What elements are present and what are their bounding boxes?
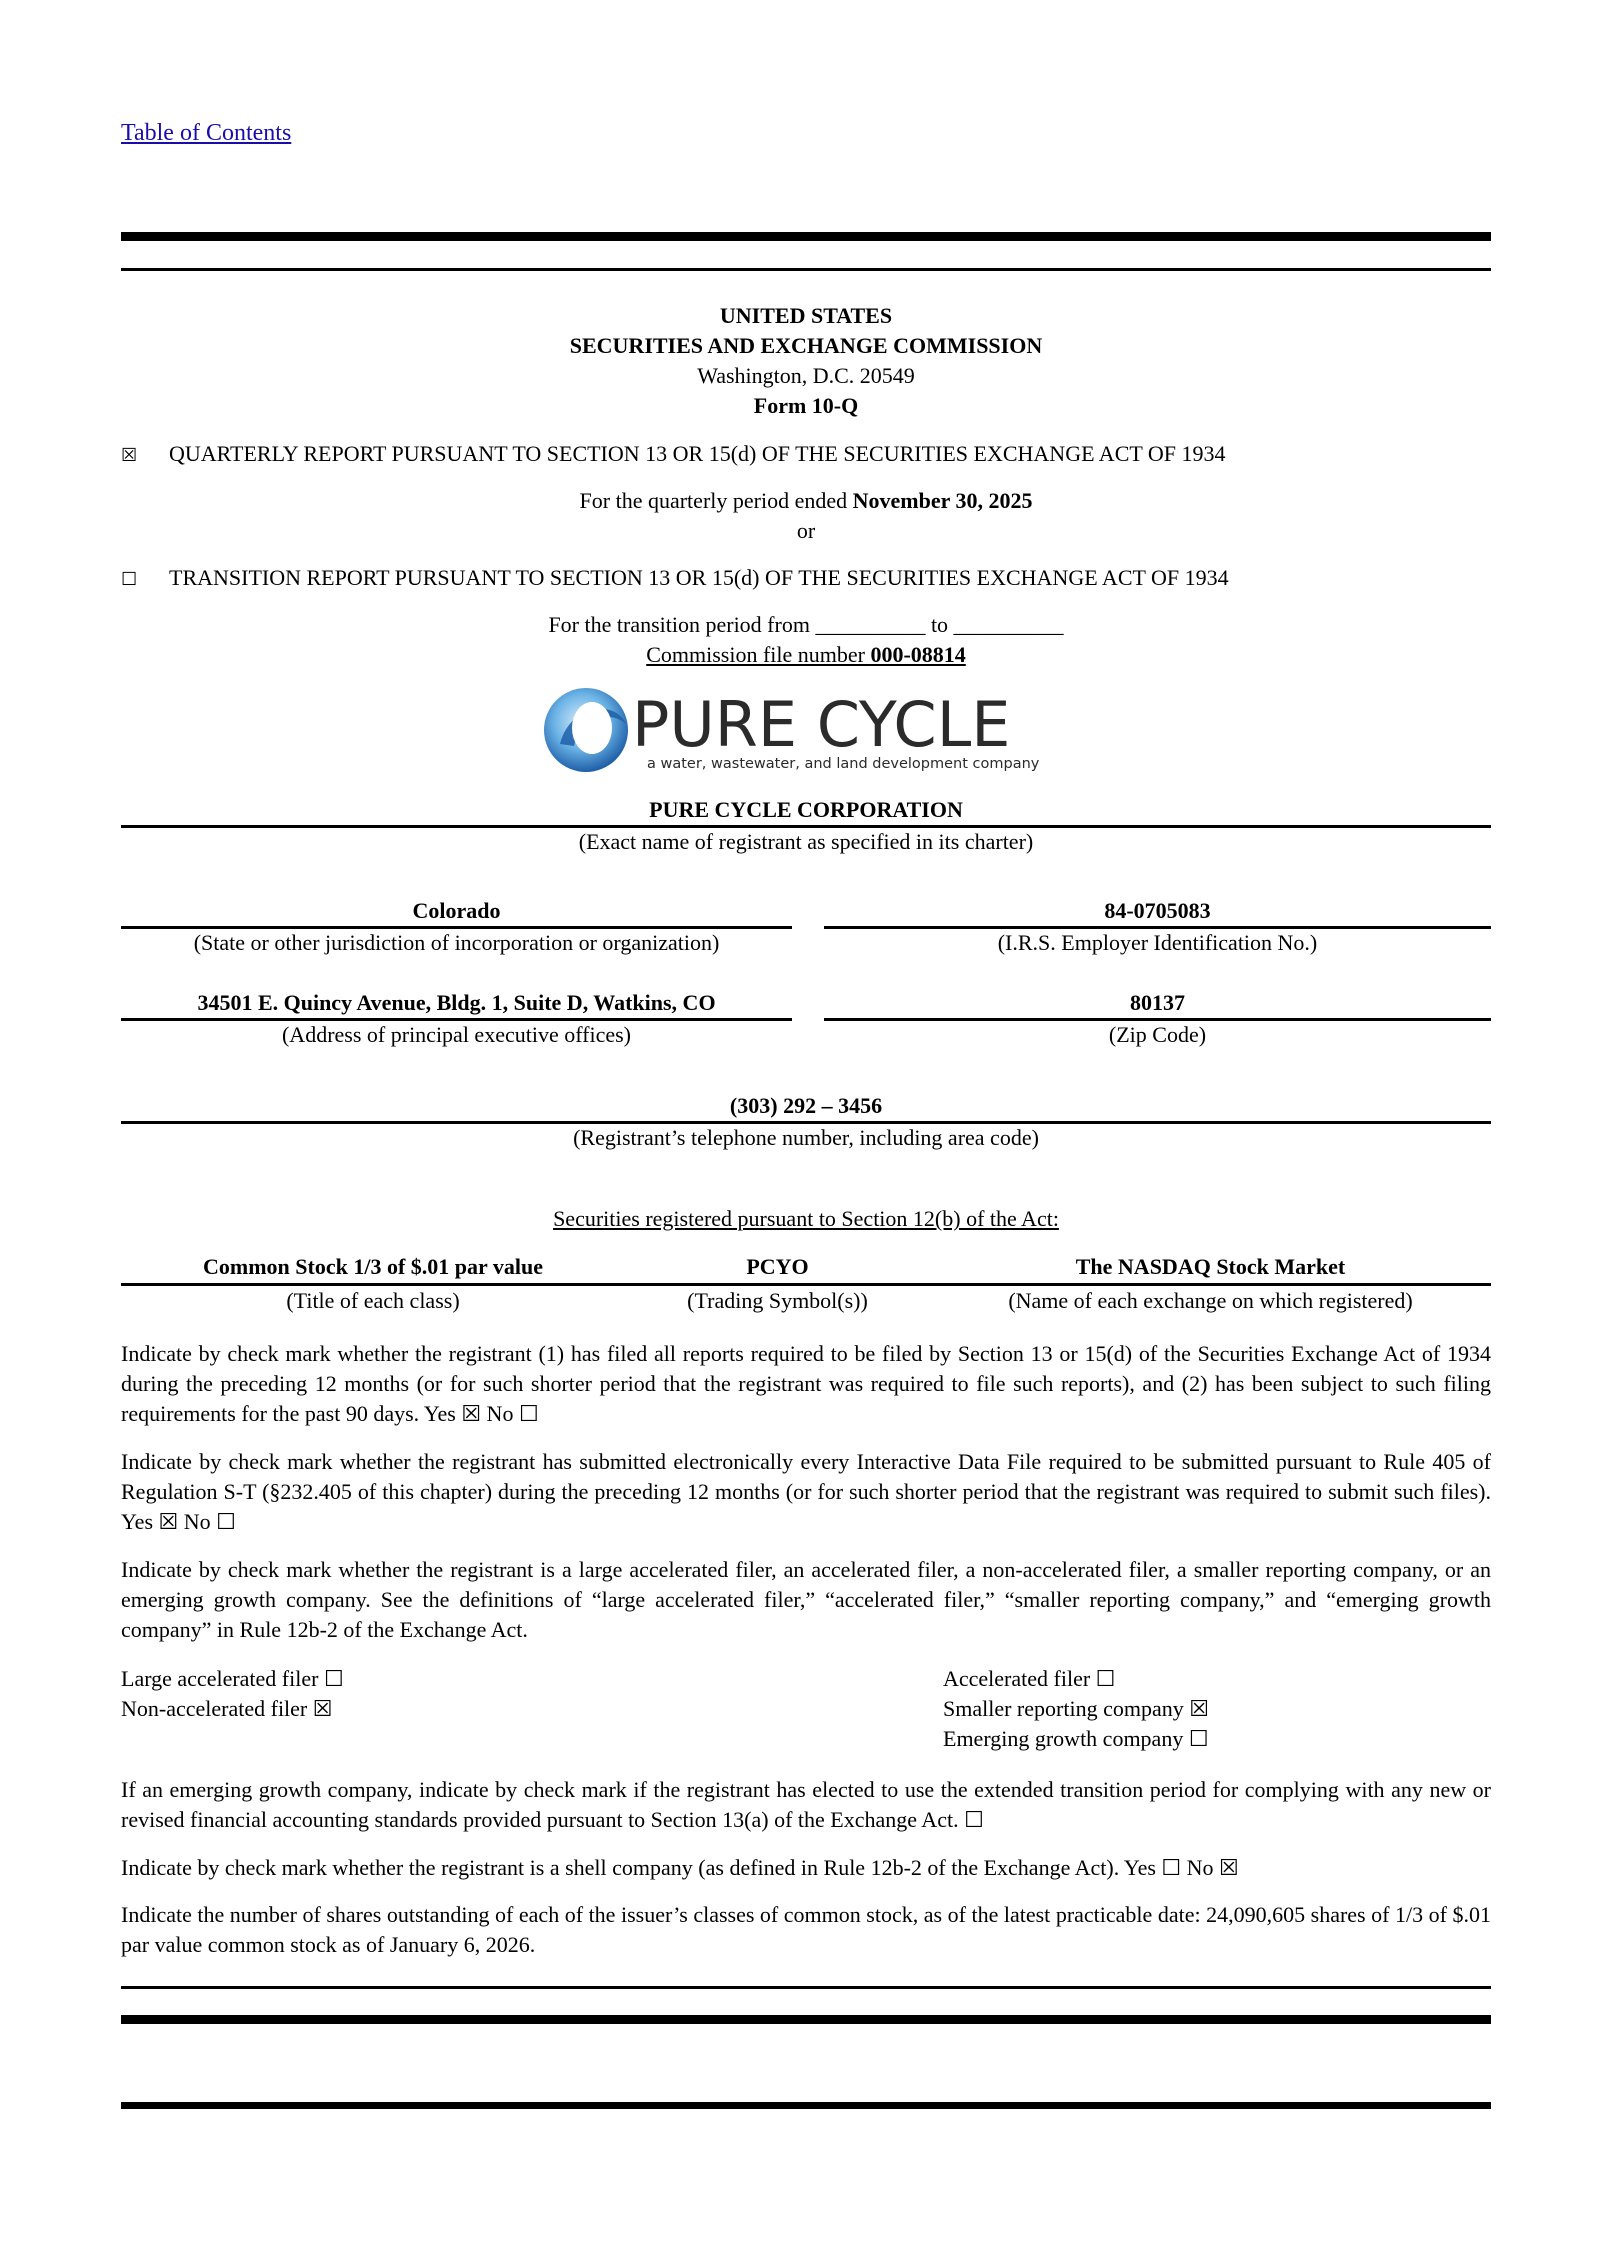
commission-file-number	[121, 640, 1491, 670]
top-thick-rule	[121, 232, 1491, 241]
zip-caption: (Zip Code)	[1108, 1022, 1207, 1047]
header-sec: SECURITIES AND EXCHANGE COMMISSION	[569, 333, 1043, 358]
state-caption: (State or other jurisdiction of incorporation or organization)	[193, 930, 720, 955]
interactive-data-paragraph: Indicate by check mark whether the registrant has submitted electronically every Interactive Data File required to be submitted pursuant to Rule 405 of Regulation S-T (§232.405 of this chapter) during the preceding 12 months (or for such shorter period that the registrant was required to submit such files). Yes ☒ No ☐	[121, 1449, 1491, 1534]
form-title: Form 10-Q	[753, 393, 859, 418]
emerging-growth-paragraph: If an emerging growth company, indicate by check mark if the registrant has elected to use the extended transition period for complying with any new or revised financial accounting standards provided pursuant to Section 13(a) of the Exchange Act. ☐	[121, 1777, 1491, 1832]
zip-code: 80137	[1130, 990, 1185, 1015]
transition-period: For the transition period from __________ to __________	[548, 612, 1064, 637]
accelerated-filer: Accelerated filer ☐	[943, 1666, 1116, 1691]
non-accelerated-filer: Non-accelerated filer ☒	[121, 1696, 333, 1721]
security-class-caption: (Title of each class)	[286, 1288, 460, 1313]
shares-outstanding-paragraph: Indicate the number of shares outstanding of each of the issuer’s classes of common stock, as of the latest practicable date: 24,090,605 shares of 1/3 of $.01 par value common stock as of January 6, 2026.	[121, 1902, 1491, 1957]
commission-prefix: Commission file number	[646, 642, 871, 667]
trading-symbol-caption: (Trading Symbol(s))	[687, 1288, 868, 1313]
ein-number: 84-0705083	[1104, 898, 1211, 923]
registrant-name-caption: (Exact name of registrant as specified in its charter)	[578, 829, 1034, 854]
logo-tagline: a water, wastewater, and land development company	[647, 756, 1040, 772]
telephone-number: (303) 292 – 3456	[729, 1093, 883, 1118]
filing-compliance-paragraph: Indicate by check mark whether the registrant (1) has filed all reports required to be filed by Section 13 or 15(d) of the Securities Exchange Act of 1934 during the preceding 12 months (or for such shorter period that the registrant was required to file such reports), and (2) has been subject to such filing requirements for the past 90 days. Yes ☒ No ☐	[121, 1341, 1491, 1426]
exchange-name: The NASDAQ Stock Market	[1075, 1254, 1346, 1279]
shell-company-paragraph: Indicate by check mark whether the registrant is a shell company (as defined in Rule 12b-2 of the Exchange Act). Yes ☐ No ☒	[121, 1855, 1239, 1880]
transition-report-text: TRANSITION REPORT PURSUANT TO SECTION 13 OR 15(d) OF THE SECURITIES EXCHANGE ACT OF 1934	[169, 565, 1229, 590]
state-of-incorporation: Colorado	[412, 898, 501, 923]
registrant-name: PURE CYCLE CORPORATION	[649, 797, 963, 822]
smaller-reporting-company: Smaller reporting company ☒	[943, 1696, 1209, 1721]
quarterly-period	[121, 486, 1491, 516]
bottom-thin-rule	[121, 1986, 1491, 1989]
securities-heading: Securities registered pursuant to Section 12(b) of the Act:	[553, 1206, 1059, 1231]
security-class: Common Stock 1/3 of $.01 par value	[203, 1254, 543, 1279]
emerging-growth-company: Emerging growth company ☐	[943, 1726, 1209, 1751]
header-location: Washington, D.C. 20549	[697, 363, 915, 388]
quarterly-period-date: November 30, 2025	[852, 488, 1033, 513]
quarterly-period-prefix: For the quarterly period ended	[579, 488, 853, 513]
bottom-thick-rule	[121, 2015, 1491, 2024]
quarterly-report-text: QUARTERLY REPORT PURSUANT TO SECTION 13 OR 15(d) OF THE SECURITIES EXCHANGE ACT OF 1934	[169, 441, 1226, 466]
form-10q-cover-page	[121, 0, 1491, 2264]
quarterly-checkbox[interactable]: ☒	[121, 445, 138, 465]
quarterly-report-row	[121, 439, 1491, 470]
header-united-states: UNITED STATES	[719, 303, 893, 328]
table-of-contents-link[interactable]: Table of Contents	[121, 120, 292, 146]
page-end-rule	[121, 2102, 1491, 2109]
or-label: or	[796, 518, 816, 543]
exchange-name-caption: (Name of each exchange on which registered)	[1008, 1288, 1413, 1313]
top-thin-rule	[121, 268, 1491, 271]
trading-symbol: PCYO	[746, 1254, 809, 1279]
ein-caption: (I.R.S. Employer Identification No.)	[997, 930, 1318, 955]
logo-wordmark: PURE CYCLE	[632, 688, 1011, 761]
large-accelerated-filer: Large accelerated filer ☐	[121, 1666, 344, 1691]
filer-definition-paragraph: Indicate by check mark whether the registrant is a large accelerated filer, an accelerated filer, a non-accelerated filer, a smaller reporting company, or an emerging growth company. See the definitions of “large accelerated filer,” “accelerated filer,” “smaller reporting company,” and “emerging growth company” in Rule 12b-2 of the Exchange Act.	[121, 1557, 1491, 1642]
commission-number: 000-08814	[870, 642, 966, 667]
telephone-caption: (Registrant’s telephone number, including area code)	[573, 1125, 1039, 1150]
principal-office-address: 34501 E. Quincy Avenue, Bldg. 1, Suite D, Watkins, CO	[197, 990, 716, 1015]
pure-cycle-logo	[540, 684, 1076, 774]
transition-report-row	[121, 563, 1491, 594]
address-caption: (Address of principal executive offices)	[281, 1022, 631, 1047]
transition-checkbox[interactable]: ☐	[121, 569, 138, 589]
